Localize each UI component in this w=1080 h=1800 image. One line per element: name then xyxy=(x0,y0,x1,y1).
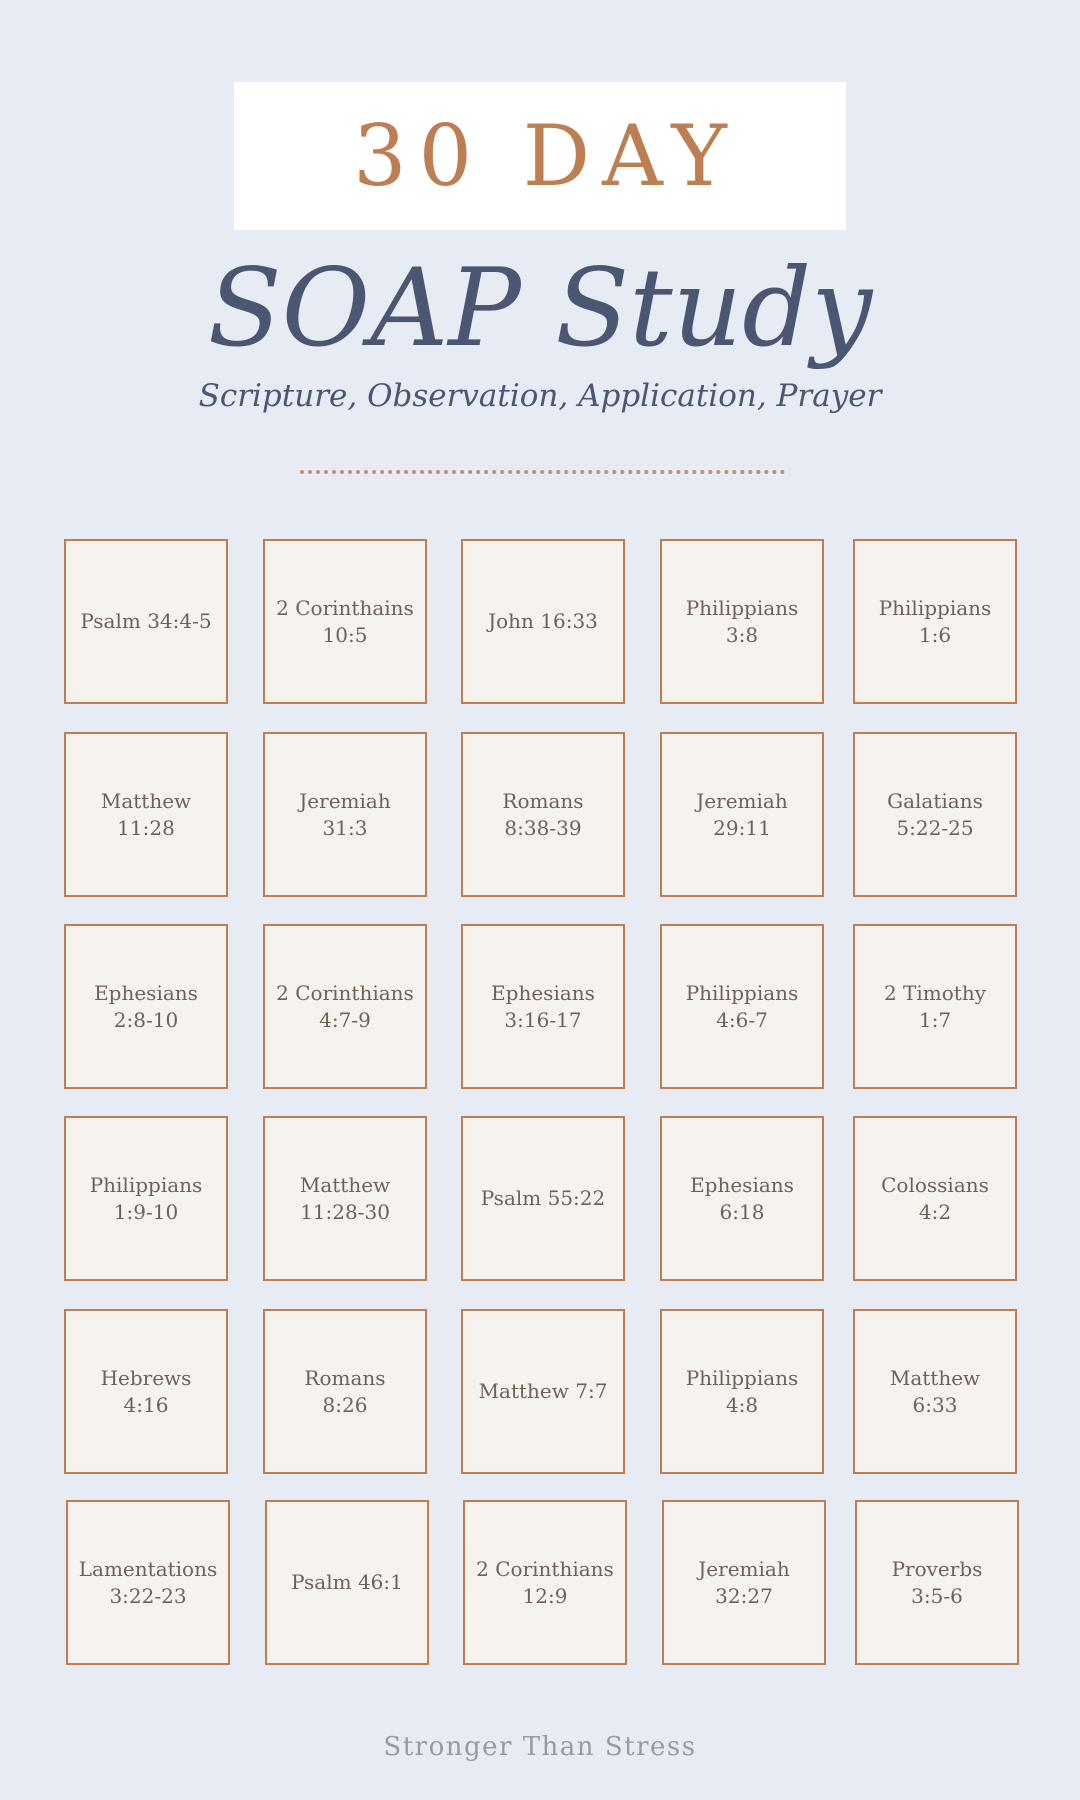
reading-reference: Philippians 3:8 xyxy=(685,595,799,647)
reading-tile xyxy=(660,924,824,1089)
reading-reference: Philippians 4:6-7 xyxy=(685,980,799,1032)
reading-reference: Philippians 1:6 xyxy=(878,595,992,647)
reading-tile xyxy=(461,732,625,897)
reading-tile xyxy=(263,732,427,897)
reading-tile xyxy=(853,732,1017,897)
reading-reference: Jeremiah 32:27 xyxy=(698,1556,790,1608)
reading-tile xyxy=(461,539,625,704)
reading-reference: 2 Corinthains 10:5 xyxy=(276,595,414,647)
reading-reference: Psalm 55:22 xyxy=(480,1186,606,1210)
reading-reference: 2 Corinthians 12:9 xyxy=(476,1556,614,1608)
reading-tile xyxy=(263,1309,427,1474)
reading-tile xyxy=(263,924,427,1089)
reading-reference: Jeremiah 31:3 xyxy=(299,788,391,840)
reading-reference: Ephesians 2:8-10 xyxy=(94,980,198,1032)
reading-tile xyxy=(463,1500,627,1665)
reading-tile xyxy=(853,1309,1017,1474)
reading-reference: Jeremiah 29:11 xyxy=(696,788,788,840)
reading-tile xyxy=(64,1116,228,1281)
reading-tile xyxy=(64,924,228,1089)
reading-reference: Matthew 11:28-30 xyxy=(299,1172,391,1224)
reading-tile xyxy=(660,732,824,897)
reading-reference: Psalm 34:4-5 xyxy=(80,609,212,633)
reading-reference: Colossians 4:2 xyxy=(881,1172,989,1224)
page-subtitle: Scripture, Observation, Application, Prayer xyxy=(198,378,882,414)
reading-tile xyxy=(64,1309,228,1474)
reading-reference: Ephesians 3:16-17 xyxy=(491,980,595,1032)
reading-tile xyxy=(263,1116,427,1281)
reading-reference: Psalm 46:1 xyxy=(291,1570,403,1594)
reading-reference: 2 Corinthians 4:7-9 xyxy=(276,980,414,1032)
reading-tile xyxy=(461,1116,625,1281)
reading-reference: Hebrews 4:16 xyxy=(100,1365,192,1417)
reading-tile xyxy=(660,1116,824,1281)
reading-tile xyxy=(64,539,228,704)
page-title: SOAP Study xyxy=(207,246,873,371)
reading-tile xyxy=(855,1500,1019,1665)
reading-reference: Lamentations 3:22-23 xyxy=(78,1556,218,1608)
reading-tile xyxy=(64,732,228,897)
reading-tile xyxy=(853,1116,1017,1281)
reading-reference: Galatians 5:22-25 xyxy=(887,788,983,840)
reading-reference: John 16:33 xyxy=(488,609,598,633)
reading-tile xyxy=(662,1500,826,1665)
reading-tile xyxy=(461,1309,625,1474)
reading-tile xyxy=(660,539,824,704)
reading-tile xyxy=(265,1500,429,1665)
reading-tile xyxy=(66,1500,230,1665)
reading-reference: Matthew 6:33 xyxy=(889,1365,981,1417)
reading-reference: Matthew 11:28 xyxy=(100,788,192,840)
reading-reference: Romans 8:26 xyxy=(304,1365,386,1417)
reading-tile xyxy=(853,539,1017,704)
reading-tile xyxy=(660,1309,824,1474)
reading-reference: Romans 8:38-39 xyxy=(502,788,584,840)
reading-reference: Philippians 1:9-10 xyxy=(89,1172,203,1224)
reading-reference: Matthew 7:7 xyxy=(478,1379,608,1403)
reading-tile xyxy=(263,539,427,704)
footer-brand: Stronger Than Stress xyxy=(383,1732,697,1762)
reading-reference: 2 Timothy 1:7 xyxy=(883,980,987,1032)
reading-tile xyxy=(461,924,625,1089)
reading-tile xyxy=(853,924,1017,1089)
reading-reference: Proverbs 3:5-6 xyxy=(891,1556,983,1608)
reading-reference: Ephesians 6:18 xyxy=(690,1172,794,1224)
banner-title: 30 DAY xyxy=(353,107,739,205)
reading-reference: Philippians 4:8 xyxy=(685,1365,799,1417)
